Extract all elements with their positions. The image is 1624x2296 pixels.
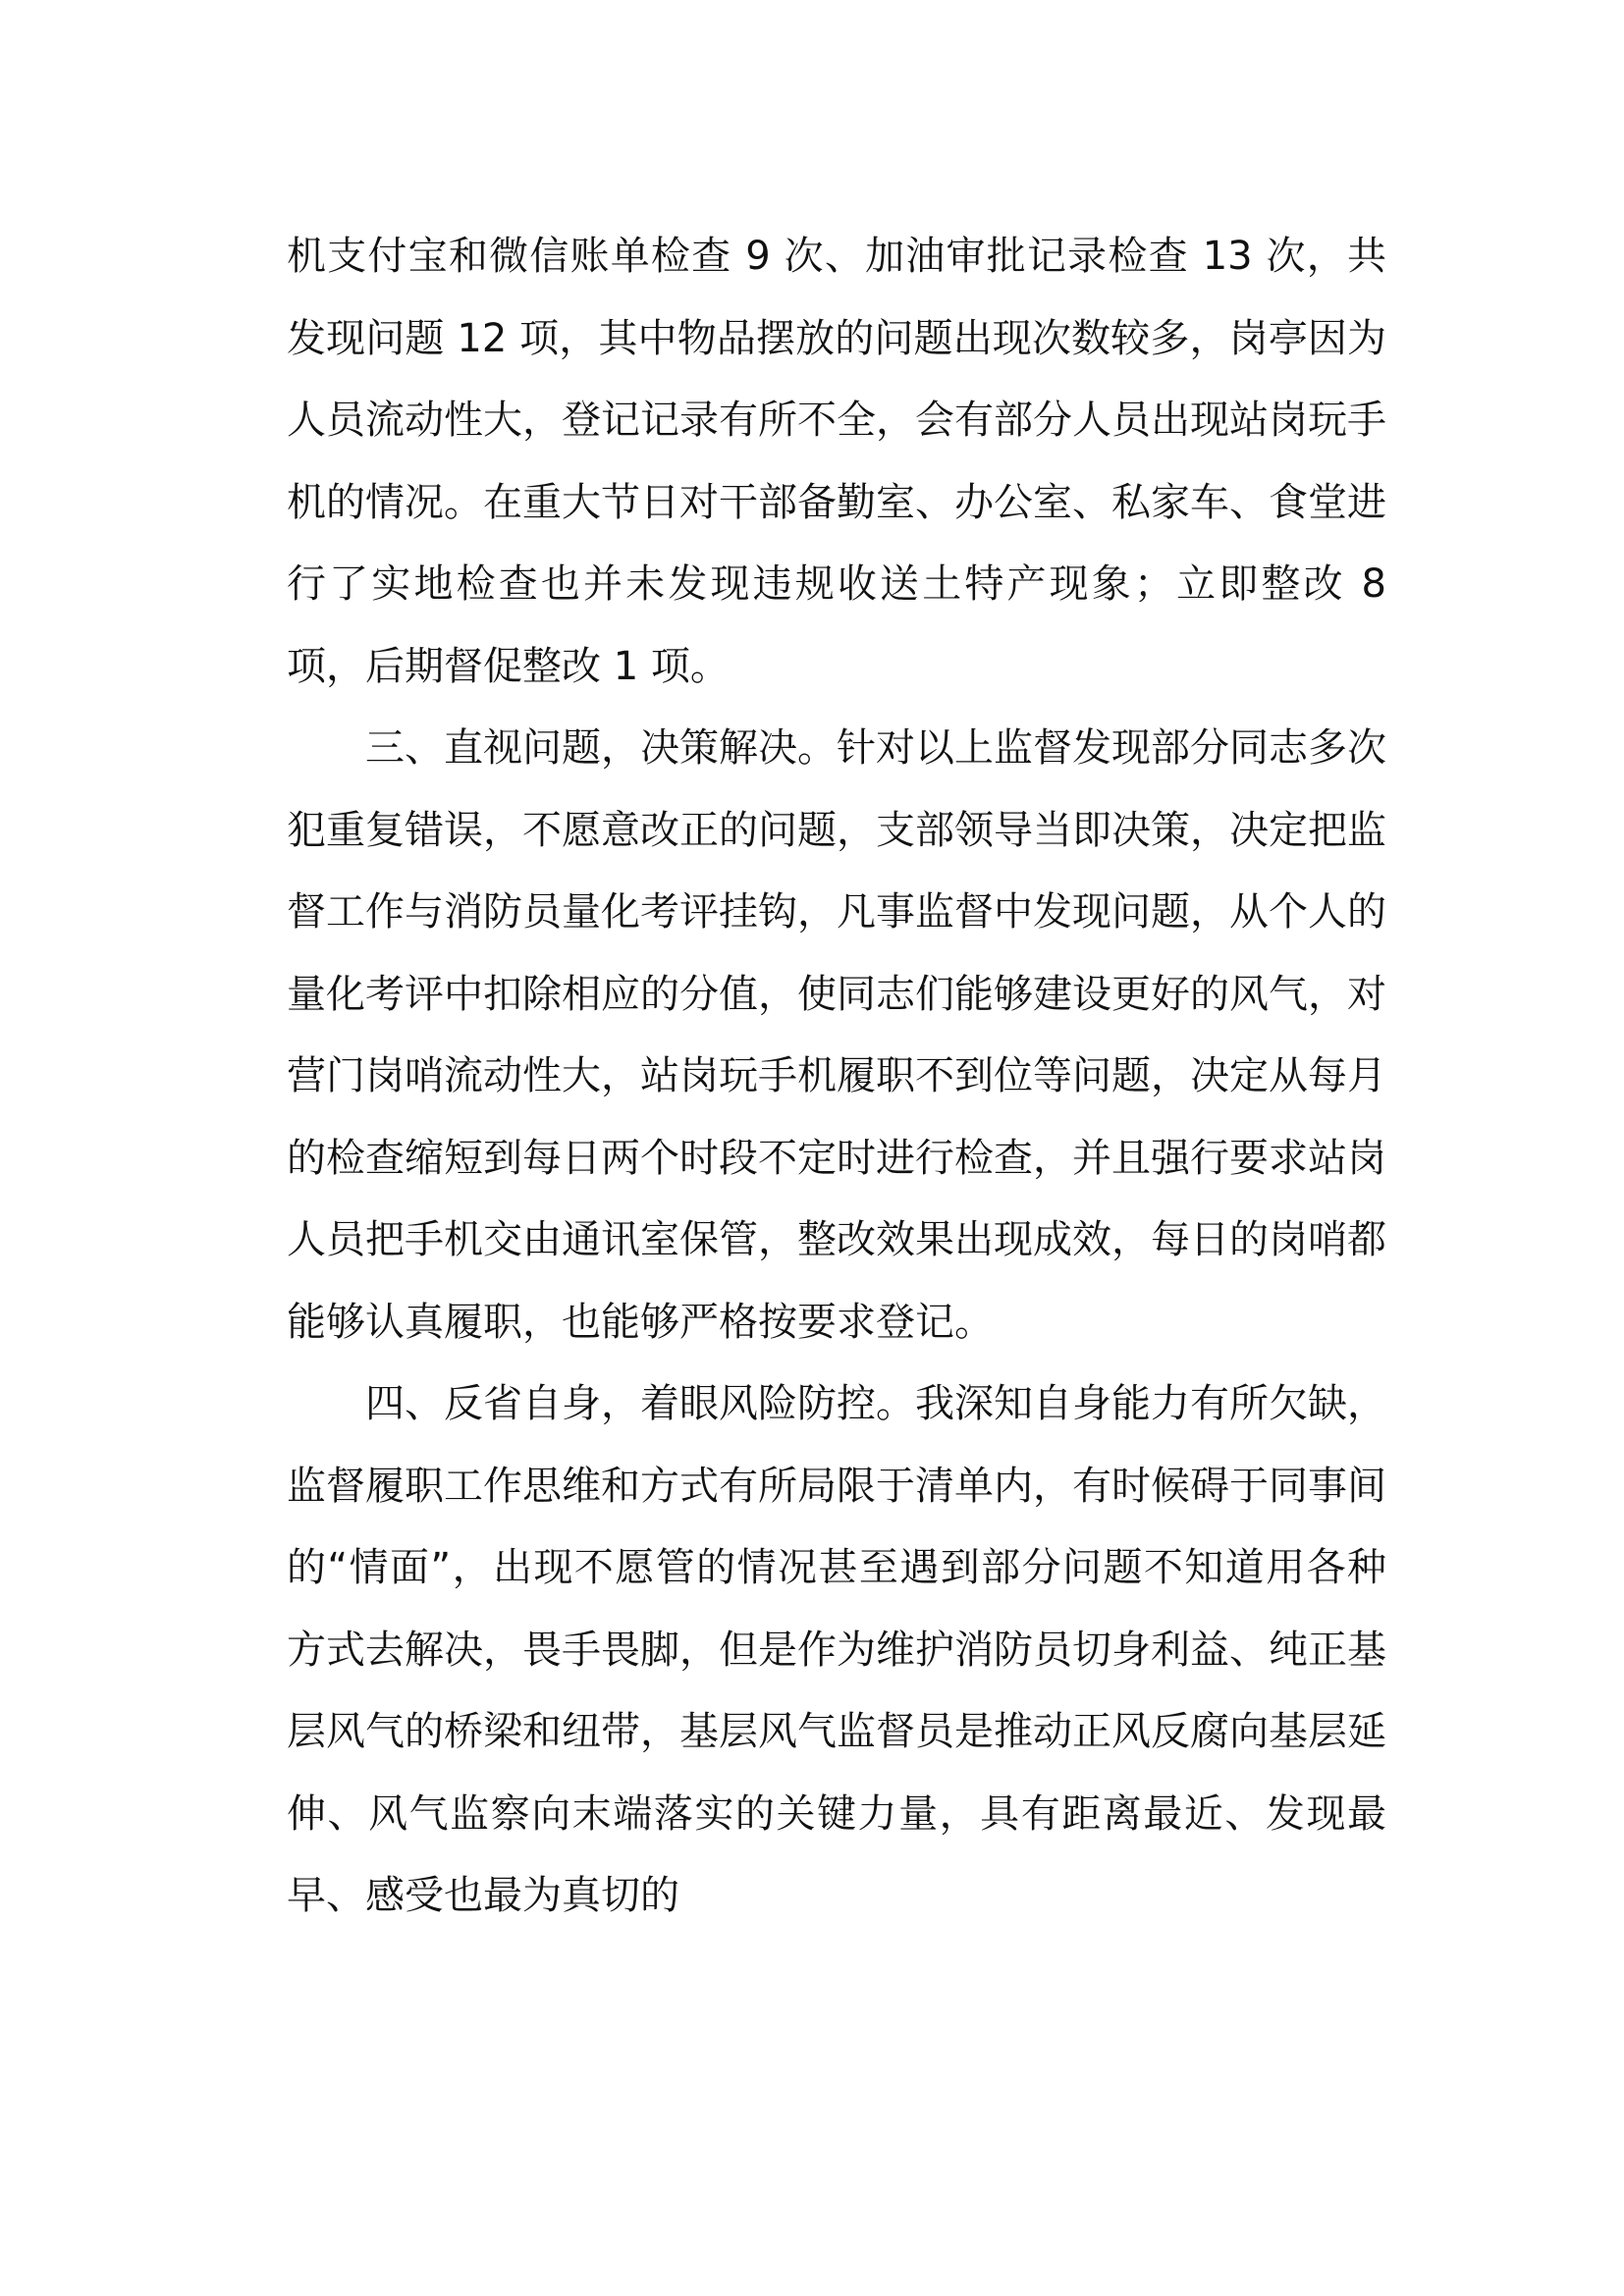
paragraph-section-four: 四、反省自身，着眼风险防控。我深知自身能力有所欠缺，监督履职工作思维和方式有所局限于清单内，有时候碍于同事间的“情面”，出现不愿管的情况甚至遇到部分问题不知道用各种方式去解决，畏手畏脚，但是作为维护消防员切身利益、纯正基层风气的桥梁和纽带，基层风气监督员是推动正风反腐向基层延伸、风气监察向末端落实的关键力量，具有距离最近、发现最早、感受也最为真切的	[287, 1381, 1386, 1918]
document-body	[287, 216, 1386, 1938]
paragraph-section-three: 三、直视问题，决策解决。针对以上监督发现部分同志多次犯重复错误，不愿意改正的问题，支部领导当即决策，决定把监督工作与消防员量化考评挂钩，凡事监督中发现问题，从个人的量化考评中扣除相应的分值，使同志们能够建设更好的风气，对营门岗哨流动性大，站岗玩手机履职不到位等问题，决定从每月的检查缩短到每日两个时段不定时进行检查，并且强行要求站岗人员把手机交由通讯室保管，整改效果出现成效，每日的岗哨都能够认真履职，也能够严格按要求登记。	[287, 725, 1386, 1345]
paragraph-continuation: 机支付宝和微信账单检查 9 次、加油审批记录检查 13 次，共发现问题 12 项，其中物品摆放的问题出现次数较多，岗亭因为人员流动性大，登记记录有所不全，会有部分人员出现站岗玩手机的情况。在重大节日对干部备勤室、办公室、私家车、食堂进行了实地检查也并未发现违规收送土特产现象；立即整改 8 项，后期督促整改 1 项。	[287, 234, 1386, 689]
